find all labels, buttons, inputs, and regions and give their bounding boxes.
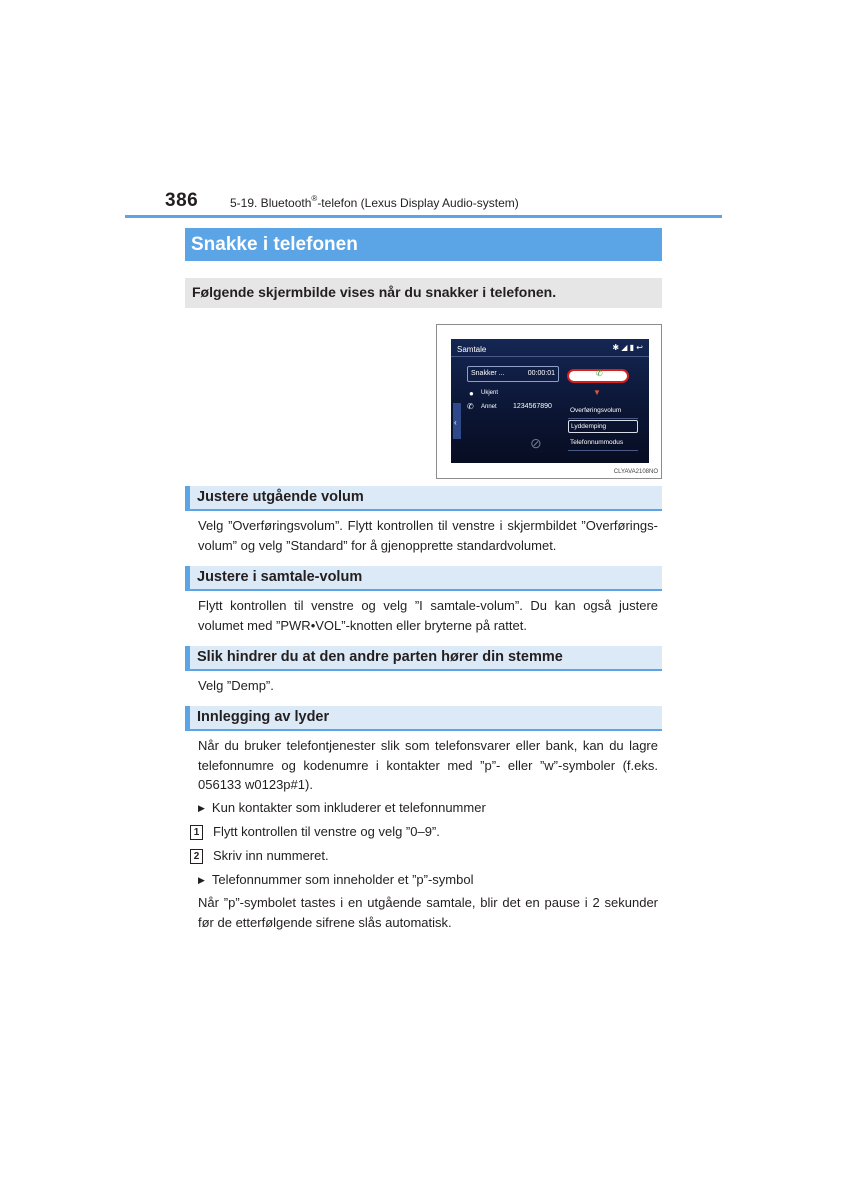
subheading-mute: Slik hindrer du at den andre parten hører din stemme [185,646,662,671]
step-number: 1 [190,825,203,840]
microphone-mute-icon[interactable]: ▼ [593,388,601,397]
step-text: Flytt kontrollen til venstre og velg ”0–9”. [213,824,440,839]
step-2 [190,846,329,865]
header-rule [125,215,722,218]
no-entry-icon[interactable]: ⊘ [530,435,542,451]
screen-divider [451,356,649,357]
phone-type: Annet [481,404,497,410]
bullet-p-symbol [198,870,473,891]
screenshot-figure [436,324,662,479]
contact-name: Ukjent [481,390,499,396]
step-number: 2 [190,849,203,864]
status-icons: ✱ ◢ ▮ ↩ [612,343,643,352]
call-status-box [467,366,559,382]
person-icon: ● [469,389,474,398]
step-1 [190,822,440,841]
menu-divider [568,418,638,419]
registered-mark: ® [311,194,318,203]
subheading-tones: Innlegging av lyder [185,706,662,731]
running-header-section: 5-19. Bluetooth [230,196,312,210]
menu-divider [568,450,638,451]
paragraph-p-symbol: Når ”p”-symbolet tastes i en utgående samtale, blir det en pause i 2 sekunder før de etterfølgende sifrene slås automatisk. [198,895,658,930]
image-code: CLYAVA2108NO [613,469,658,475]
subheading-in-call-volume: Justere i samtale-volum [185,566,662,591]
bullet-contacts-with-number [198,798,486,819]
paragraph-mute: Velg ”Demp”. [198,678,274,693]
menu-item-phone-number-mode[interactable]: Telefonnummodus [570,439,624,446]
display-screen [451,339,649,463]
calling-label: Snakker ... [471,370,505,377]
bullet-text: Telefonnummer som inneholder et ”p”-symbol [211,872,474,887]
phone-type-icon: ✆ [467,402,474,411]
chevron-left-icon: ‹ [454,418,457,427]
phone-number: 1234567890 [513,403,552,410]
page-number: 386 [165,190,199,211]
bullet-text: Kun kontakter som inkluderer et telefonnummer [211,800,486,815]
running-header-suffix: -telefon (Lexus Display Audio-system) [317,196,519,210]
triangle-bullet-icon: ▶ [198,875,205,885]
screen-title: Samtale [457,345,487,354]
paragraph-tones: Når du bruker telefontjenester slik som telefonsvarer eller bank, kan du lagre telefonnumre og kodenumre i kontakter med ”p”- eller ”w”-symboler (f.eks. 056133 w0123p#1). [198,738,658,792]
menu-item-mute[interactable]: Lyddemping [568,420,638,433]
subheading-outgoing-volume: Justere utgående volum [185,486,662,511]
step-text: Skriv inn nummeret. [213,848,329,863]
paragraph-outgoing-volume: Velg ”Overføringsvolum”. Flytt kontrollen til venstre i skjermbildet ”Overførings-volum” og velg ”Standard” for å gjenopprette standardvolumet. [198,518,658,553]
menu-item-transfer-volume[interactable]: Overføringsvolum [570,407,622,414]
hangup-button[interactable] [567,369,629,383]
phone-icon: ✆ [596,369,603,378]
triangle-bullet-icon: ▶ [198,803,205,813]
call-timer: 00:00:01 [527,370,555,377]
paragraph-in-call-volume: Flytt kontrollen til venstre og velg ”I samtale-volum”. Du kan også justere volumet med ”PWR•VOL”-knotten eller bryterne på rattet. [198,598,658,633]
intro-box: Følgende skjermbilde vises når du snakker i telefonen. [185,278,662,308]
running-header [230,196,519,210]
section-title: Snakke i telefonen [185,228,662,261]
